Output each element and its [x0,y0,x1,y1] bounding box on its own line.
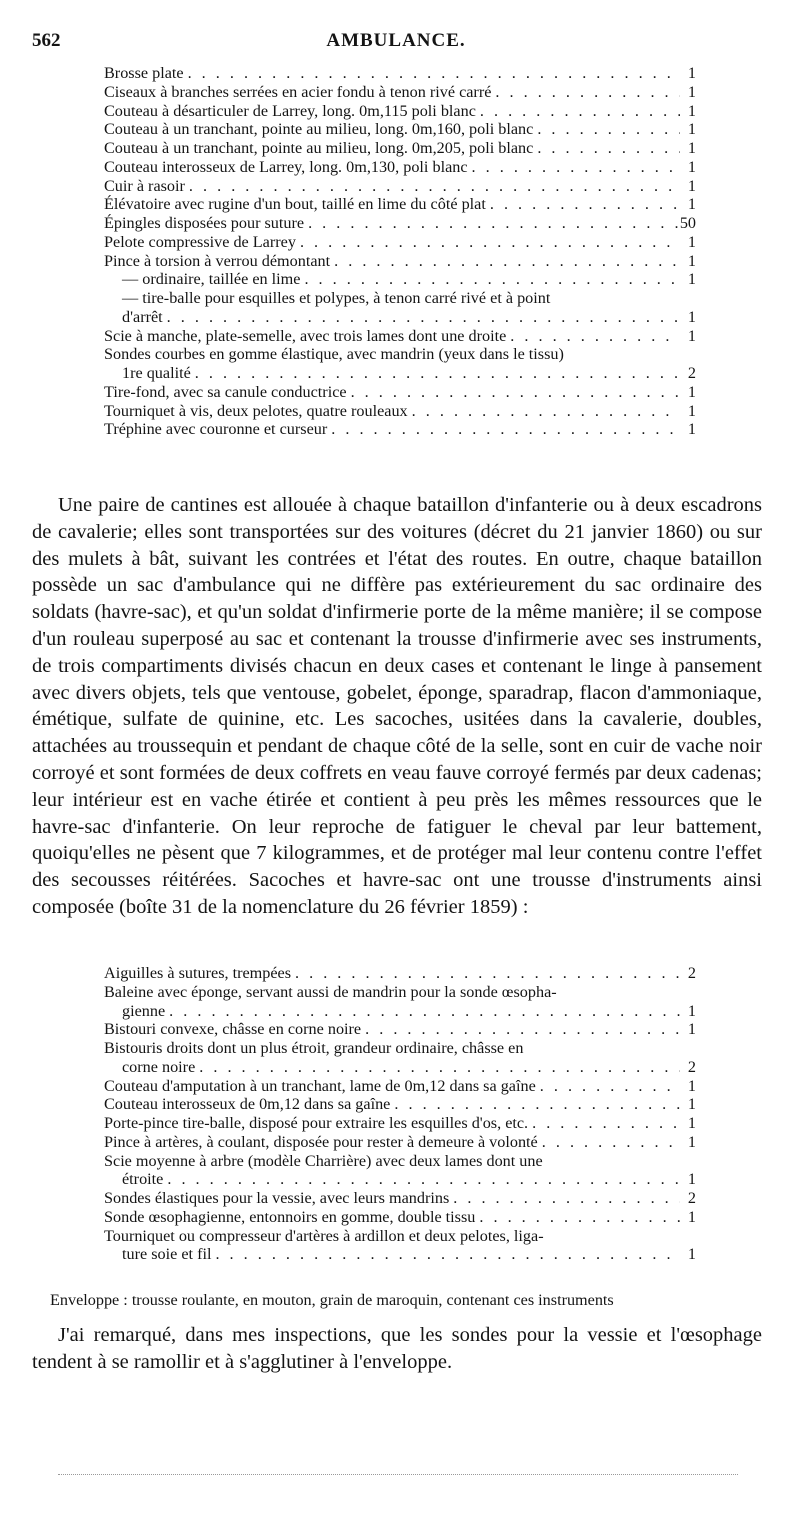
list-item-text: — tire-balle pour esquilles et polypes, à tenon carré rivé et à point [122,289,551,307]
leader-dots [347,383,680,402]
list-item-text: d'arrêt [122,307,163,326]
list-item-line [104,1039,696,1058]
list-item-text: Couteau interosseux de 0m,12 dans sa gaîne [104,1095,391,1114]
list-item-line [104,1208,696,1227]
list-item [104,1077,696,1096]
list-item-quantity: 1 [687,382,696,401]
list-item-text: Sondes courbes en gomme élastique, avec mandrin (yeux dans le tissu) [104,345,564,364]
list-item-line [104,1189,696,1208]
list-item [104,1133,696,1152]
list-item-quantity: 1 [687,176,696,195]
leader-dots [476,102,680,121]
running-title: AMBULANCE. [326,30,466,51]
list-item-quantity: 1 [687,251,696,270]
list-item-line [104,1095,696,1114]
list-item [104,195,696,214]
list-item [104,83,696,102]
list-item [104,383,696,402]
list-item-quantity: 1 [687,401,696,420]
list-item-quantity: 1 [687,139,696,157]
list-item-line [104,1170,696,1189]
leader-dots [165,1002,680,1021]
list-item [104,1020,696,1039]
list-item-line [104,1114,696,1133]
leader-dots [191,364,680,383]
envelope-line: Enveloppe : trousse roulante, en mouton, grain de maroquin, contenant ces instruments [50,1291,614,1309]
list-item-text: corne noire [122,1057,196,1076]
list-item-line [104,1133,696,1152]
list-item-text: Tourniquet ou compresseur d'artères à ardillon et deux pelotes, liga- [104,1226,544,1245]
list-item-text: — ordinaire, taillée en lime [122,270,301,289]
list-item-line [104,383,696,402]
list-item-line [104,289,696,308]
list-item-line [104,177,696,196]
leader-dots [486,195,680,214]
list-item-quantity: 1 [687,1170,696,1189]
leader-dots [408,402,680,421]
list-item-text: Couteau interosseux de Larrey, long. 0m,130, poli blanc [104,157,468,176]
list-item [104,327,696,346]
list-item-quantity: 1 [687,1114,696,1132]
list-item-quantity: 1 [687,120,696,139]
leader-dots [528,1114,680,1133]
list-item-text: Sondes élastiques pour la vessie, avec leurs mandrins [104,1189,450,1207]
list-item-quantity: 1 [687,1001,696,1020]
leader-dots [361,1020,680,1039]
leader-dots [195,1058,680,1077]
list-item-quantity: 1 [687,1207,696,1226]
leader-dots [296,233,680,252]
leader-dots [506,327,680,346]
list-item-text: Scie moyenne à arbre (modèle Charrière) avec deux lames dont une [104,1151,543,1170]
list-item-text: Bistouris droits dont un plus étroit, grandeur ordinaire, châsse en [104,1039,524,1057]
leader-dots [327,420,680,439]
list-item [104,964,696,983]
list-item-quantity: 1 [687,1020,696,1039]
list-item-line [104,270,696,289]
list-item-line [104,252,696,271]
list-item-text: Brosse plate [104,64,184,82]
list-item-text: 1re qualité [122,364,191,382]
list-item-text: Bistouri convexe, châsse en corne noire [104,1020,362,1039]
leader-dots [184,64,680,83]
list-item-quantity: 1 [687,1245,696,1264]
list-item-quantity: 1 [687,64,696,82]
list-item-quantity: 50 [679,214,696,232]
page-header [32,30,760,54]
list-item-line [104,1058,696,1077]
leader-dots [163,1170,680,1189]
list-item-quantity: 2 [687,1057,696,1076]
leader-dots [533,139,680,158]
list-item [104,1227,696,1265]
list-item-quantity: 1 [687,1076,696,1095]
list-item-line [104,964,696,983]
leader-dots [185,177,680,196]
leader-dots [491,83,680,102]
list-item [104,1114,696,1133]
leader-dots [300,270,680,289]
leader-dots [536,1077,680,1096]
leader-dots [291,964,680,983]
leader-dots [533,120,680,139]
list-item [104,252,696,271]
list-item-text: Pelote compressive de Larrey [104,232,296,251]
list-item-quantity: 1 [687,420,696,439]
list-item-text: Couteau à désarticuler de Larrey, long. 0m,115 poli blanc [104,101,476,120]
list-item-text: Porte-pince tire-balle, disposé pour extraire les esquilles d'os, etc. [104,1114,529,1132]
leader-dots [449,1189,680,1208]
list-item [104,214,696,233]
list-item-line [104,1227,696,1246]
list-item-line [104,64,696,83]
list-item [104,1208,696,1227]
list-item-quantity: 1 [687,82,696,101]
list-item-line [104,308,696,327]
list-item [104,1189,696,1208]
list-item-line [104,214,696,233]
leader-dots [211,1245,680,1264]
list-item-text: Ciseaux à branches serrées en acier fondu à tenon rivé carré [104,82,492,101]
body-paragraph-2: J'ai remarqué, dans mes inspections, que les sondes pour la vessie et l'œsophage tendent à se ramollir et à s'agglutiner à l'enveloppe. [32,1324,762,1373]
list-item-line [104,158,696,177]
list-item-quantity: 2 [687,1189,696,1207]
list-item-text: Pince à torsion à verrou démontant [104,251,331,270]
list-item-line [104,402,696,421]
list-item-text: Pince à artères, à coulant, disposée pour rester à demeure à volonté [104,1132,538,1151]
list-item-line [104,1152,696,1171]
list-item [104,158,696,177]
list-item [104,1152,696,1190]
list-item-line [104,233,696,252]
list-item-text: Couteau à un tranchant, pointe au milieu, long. 0m,160, poli blanc [104,120,534,139]
list-item-line [104,345,696,364]
leader-dots [390,1095,680,1114]
list-item [104,64,696,83]
list-item-line [104,1245,696,1264]
list-item-quantity: 2 [687,964,696,982]
list-item-line [104,420,696,439]
list-item-quantity: 1 [687,1132,696,1151]
list-item-text: Cuir à rasoir [104,176,185,195]
list-item-quantity: 1 [687,157,696,176]
list-item-quantity: 1 [687,232,696,251]
list-item-line [104,364,696,383]
list-item-line [104,139,696,158]
list-item-text: étroite [122,1170,164,1189]
list-item-text: Tourniquet à vis, deux pelotes, quatre rouleaux [104,401,408,420]
list-item-text: Baleine avec éponge, servant aussi de mandrin pour la sonde œsopha- [104,982,557,1001]
list-item-line [104,1077,696,1096]
list-item-text: Couteau à un tranchant, pointe au milieu, long. 0m,205, poli blanc [104,139,534,157]
list-item [104,1095,696,1114]
list-item [104,1039,696,1077]
list-item-text: Élévatoire avec rugine d'un bout, taillé en lime du côté plat [104,195,486,214]
list-item-text: ture soie et fil [122,1245,212,1264]
list-item-line [104,120,696,139]
list-item-line [104,1002,696,1021]
list-item [104,289,696,327]
list-item-quantity: 1 [687,101,696,120]
footer-rule [58,1474,738,1475]
list-item-line [104,327,696,346]
page-number: 562 [32,30,61,51]
list-item-quantity: 1 [687,307,696,326]
list-item-line [104,83,696,102]
leader-dots [475,1208,680,1227]
list-item-line [104,102,696,121]
leader-dots [468,158,680,177]
list-item [104,402,696,421]
body-paragraph-1: Une paire de cantines est allouée à chaque bataillon d'infanterie ou à deux escadrons de cavalerie; elles sont transportées sur des voitures (décret du 21 janvier 1860) ou sur des mulets à bât, suivant les contrées et l'état des routes. En outre, chaque bataillon possède un sac d'ambulance qui ne diffère pas extérieurement du sac ordinaire des soldats (havre-sac), et qu'un soldat d'infirmerie porte de la même manière; il se compose d'un rouleau superposé au sac et contenant la trousse d'infirmerie avec ses instruments, de trois compartiments divisés chacun en deux cases et contenant le linge à pansement avec divers objets, tels que ventouse, gobelet, éponge, sparadrap, flacon d'ammoniaque, émétique, sulfate de quinine, etc. Les sacoches, usitées dans la cavalerie, doubles, attachées au troussequin et pendant de chaque côté de la selle, sont en cuir de vache noir corroyé et sont formées de deux coffrets en veau fauve corroyé fermés par deux cadenas; leur intérieur est en vache étirée et contient à peu près les mêmes ressources que le havre-sac d'infanterie. On leur reproche de fatiguer le cheval par leur battement, quoiqu'elles ne pèsent que 7 kilogrammes, et de protéger mal leur contenu contre l'effet des secousses réitérées. Sacoches et havre-sac ont une trousse d'instruments ainsi composée (boîte 31 de la nomenclature du 26 février 1859) : [32,494,762,918]
list-item-quantity: 2 [687,364,696,382]
list-item-line [104,983,696,1002]
list-item [104,102,696,121]
list-item [104,139,696,158]
list-item-quantity: 1 [687,1095,696,1114]
list-item-text: gienne [122,1001,166,1020]
instrument-list-1 [104,64,696,439]
instrument-list-2 [104,964,696,1264]
list-item-quantity: 1 [687,270,696,289]
list-item-text: Couteau d'amputation à un tranchant, lame de 0m,12 dans sa gaîne [104,1076,536,1095]
list-item-line [104,195,696,214]
leader-dots [163,308,680,327]
list-item-quantity: 1 [687,195,696,214]
list-item [104,233,696,252]
leader-dots [330,252,680,271]
list-item-text: Aiguilles à sutures, trempées [104,964,292,982]
leader-dots [304,214,680,233]
list-item [104,345,696,383]
list-item [104,177,696,196]
leader-dots [538,1133,680,1152]
list-item [104,983,696,1021]
list-item [104,270,696,289]
list-item-quantity: 1 [687,326,696,345]
list-item-text: Épingles disposées pour suture [104,214,305,232]
list-item-line [104,1020,696,1039]
list-item [104,420,696,439]
list-item-text: Scie à manche, plate-semelle, avec trois lames dont une droite [104,326,507,345]
list-item-text: Sonde œsophagienne, entonnoirs en gomme, double tissu [104,1207,476,1226]
list-item [104,120,696,139]
list-item-text: Tréphine avec couronne et curseur [104,420,328,439]
list-item-text: Tire-fond, avec sa canule conductrice [104,382,347,401]
